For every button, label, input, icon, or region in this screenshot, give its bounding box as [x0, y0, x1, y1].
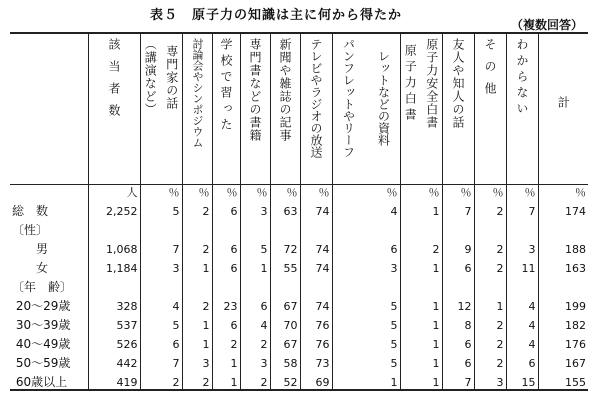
- table-cell: [332, 275, 400, 294]
- header-white-paper-text: 原子力安全白書: [424, 38, 439, 129]
- table-cell: 76: [300, 332, 332, 351]
- table-cell: 4: [506, 313, 538, 332]
- header-news-text: 新聞や雑誌の記事: [278, 38, 292, 142]
- row-label: 30～39歳: [12, 318, 71, 332]
- row-label: 男: [12, 242, 49, 256]
- table-cell: 1: [212, 370, 240, 390]
- table-cell: 4: [240, 313, 270, 332]
- table-cell: [538, 275, 588, 294]
- table-cell: 5: [332, 313, 400, 332]
- unit-row-label: [10, 185, 88, 200]
- unit-row: [10, 185, 588, 200]
- table-row: [10, 351, 588, 370]
- table-cell: [474, 218, 506, 237]
- header-respondents: [88, 33, 140, 185]
- table-cell: 199: [538, 294, 588, 313]
- table-row: [10, 332, 588, 351]
- header-other-text: その他: [483, 38, 497, 104]
- table-cell: [442, 275, 474, 294]
- table-cell: 12: [442, 294, 474, 313]
- table-cell: 5: [332, 332, 400, 351]
- row-label: 女: [12, 261, 49, 275]
- header-respondents-text: 該当者数: [107, 38, 121, 126]
- table-cell: 2: [182, 294, 212, 313]
- header-leaflet-text: レットなどの資料: [376, 50, 391, 146]
- table-cell: 15: [506, 370, 538, 390]
- table-cell: 3: [506, 237, 538, 256]
- table-cell: 6: [442, 256, 474, 275]
- table-cell: 5: [332, 351, 400, 370]
- table-cell: 2: [474, 332, 506, 351]
- table-cell: 2: [474, 351, 506, 370]
- unit-cell: ％: [538, 185, 588, 200]
- table-cell: 6: [442, 332, 474, 351]
- table-cell: 2: [140, 370, 182, 390]
- table-cell: 1: [474, 294, 506, 313]
- table-cell: 6: [506, 351, 538, 370]
- table-cell: 9: [442, 237, 474, 256]
- header-white-paper: [400, 33, 442, 185]
- table-cell: 3: [240, 351, 270, 370]
- table-cell: [506, 275, 538, 294]
- table-row: [10, 199, 588, 218]
- table-cell: [270, 275, 300, 294]
- table-cell: 182: [538, 313, 588, 332]
- table-cell: 1: [400, 313, 442, 332]
- table-cell: 1: [400, 294, 442, 313]
- table-cell: 76: [300, 313, 332, 332]
- header-dont-know: [506, 33, 538, 185]
- table-cell: 70: [270, 313, 300, 332]
- table-cell: 69: [300, 370, 332, 390]
- table-cell: 1: [400, 199, 442, 218]
- unit-cell: ％: [506, 185, 538, 200]
- unit-cell: ％: [182, 185, 212, 200]
- table-cell: 419: [88, 370, 140, 390]
- table-cell: 11: [506, 256, 538, 275]
- header-expert-talk: [140, 33, 182, 185]
- table-cell: [300, 218, 332, 237]
- table-cell: [240, 275, 270, 294]
- table-cell: 1: [400, 370, 442, 390]
- table-cell: 1: [400, 256, 442, 275]
- header-expert-talk-sub: （講演など）: [143, 38, 158, 116]
- table-cell: 6: [212, 199, 240, 218]
- header-symposium-text: 討論会やシンポジウム: [191, 38, 204, 148]
- table-row: [10, 294, 588, 313]
- table-cell: 4: [332, 199, 400, 218]
- table-cell: 1,184: [88, 256, 140, 275]
- table-cell: [332, 218, 400, 237]
- table-cell: 2: [240, 370, 270, 390]
- table-cell: 3: [182, 351, 212, 370]
- table-cell: [212, 275, 240, 294]
- table-cell: [140, 275, 182, 294]
- table-cell: 188: [538, 237, 588, 256]
- header-expert-talk-text: 専門家の話: [164, 44, 179, 110]
- table-cell: 74: [300, 237, 332, 256]
- table-cell: 7: [442, 199, 474, 218]
- header-dont-know-text: わからない: [515, 38, 529, 118]
- table-cell: 442: [88, 351, 140, 370]
- table-row: [10, 218, 588, 237]
- table-cell: 7: [442, 370, 474, 390]
- unit-cell: 人: [88, 185, 140, 200]
- table-cell: 72: [270, 237, 300, 256]
- table-row: [10, 275, 588, 294]
- table-cell: [270, 218, 300, 237]
- table-cell: [300, 275, 332, 294]
- table-body: [10, 199, 588, 390]
- table-cell: 67: [270, 294, 300, 313]
- unit-cell: ％: [474, 185, 506, 200]
- header-tv-radio-text: テレビやラジオの放送: [309, 38, 323, 158]
- table-cell: 6: [212, 256, 240, 275]
- table-cell: [474, 275, 506, 294]
- table-cell: 2: [182, 237, 212, 256]
- header-school: [212, 33, 240, 185]
- unit-cell: ％: [140, 185, 182, 200]
- table-cell: [88, 218, 140, 237]
- unit-cell: ％: [240, 185, 270, 200]
- table-cell: 1: [212, 351, 240, 370]
- table-cell: 74: [300, 199, 332, 218]
- table-cell: 67: [270, 332, 300, 351]
- unit-cell: ％: [212, 185, 240, 200]
- table-cell: 2: [474, 199, 506, 218]
- table-cell: 5: [332, 294, 400, 313]
- table-cell: 1: [400, 332, 442, 351]
- header-total-text: 計: [556, 96, 571, 109]
- row-label: 〔性〕: [12, 223, 49, 237]
- header-tv-radio: [300, 33, 332, 185]
- table-cell: 1: [182, 332, 212, 351]
- table-cell: 6: [212, 237, 240, 256]
- table-cell: [400, 275, 442, 294]
- table-cell: 1: [182, 313, 212, 332]
- row-label: 総 数: [12, 204, 49, 218]
- table-cell: 6: [240, 294, 270, 313]
- row-label: 〔年 齢〕: [12, 280, 73, 294]
- table-cell: [140, 218, 182, 237]
- table-cell: 176: [538, 332, 588, 351]
- table-title: 表５ 原子力の知識は主に何から得たか: [150, 8, 403, 23]
- table-cell: 3: [332, 256, 400, 275]
- table-cell: 2: [182, 370, 212, 390]
- row-label: 60歳以上: [10, 370, 88, 390]
- table-cell: 2: [400, 237, 442, 256]
- table-cell: 52: [270, 370, 300, 390]
- survey-table: [10, 32, 588, 391]
- table-cell: 6: [332, 237, 400, 256]
- header-friends: [442, 33, 474, 185]
- table-cell: [538, 218, 588, 237]
- table-cell: 526: [88, 332, 140, 351]
- table-cell: [182, 275, 212, 294]
- table-cell: 74: [300, 294, 332, 313]
- table-cell: 2: [182, 199, 212, 218]
- table-row: [10, 237, 588, 256]
- header-books: [240, 33, 270, 185]
- table-cell: 55: [270, 256, 300, 275]
- header-other: [474, 33, 506, 185]
- table-cell: 23: [212, 294, 240, 313]
- table-cell: 7: [140, 237, 182, 256]
- header-leaflet: [332, 33, 400, 185]
- row-label: 40～49歳: [12, 337, 71, 351]
- header-school-text: 学校で習った: [219, 38, 233, 134]
- header-news: [270, 33, 300, 185]
- header-total: [538, 33, 588, 185]
- table-cell: 155: [538, 370, 588, 390]
- table-cell: 73: [300, 351, 332, 370]
- row-label: 20～29歳: [12, 299, 71, 313]
- table-cell: [212, 218, 240, 237]
- table-cell: 63: [270, 199, 300, 218]
- table-row: [10, 370, 588, 390]
- table-cell: 74: [300, 256, 332, 275]
- unit-cell: ％: [442, 185, 474, 200]
- table-cell: 4: [140, 294, 182, 313]
- table-cell: [182, 218, 212, 237]
- table-cell: 1: [400, 351, 442, 370]
- table-row: [10, 256, 588, 275]
- table-cell: 4: [506, 294, 538, 313]
- table-cell: 2: [474, 256, 506, 275]
- header-leaflet-sub: パンフレットやリーフ: [341, 38, 356, 158]
- table-cell: 2: [474, 313, 506, 332]
- table-cell: 328: [88, 294, 140, 313]
- table-cell: 5: [140, 313, 182, 332]
- unit-cell: ％: [400, 185, 442, 200]
- table-cell: 537: [88, 313, 140, 332]
- table-cell: 7: [506, 199, 538, 218]
- table-cell: 2: [474, 237, 506, 256]
- row-label: 50～59歳: [12, 356, 71, 370]
- multiple-answer-note: （複数回答）: [510, 18, 583, 32]
- header-row: [10, 33, 588, 185]
- table-cell: 5: [240, 237, 270, 256]
- header-books-text: 専門書などの書籍: [248, 38, 262, 142]
- table-cell: 6: [442, 351, 474, 370]
- table-cell: 3: [140, 256, 182, 275]
- unit-cell: ％: [332, 185, 400, 200]
- table-cell: 7: [140, 351, 182, 370]
- table-cell: 5: [140, 199, 182, 218]
- table-cell: 2,252: [88, 199, 140, 218]
- table-cell: 2: [240, 332, 270, 351]
- table-cell: [400, 218, 442, 237]
- table-cell: 8: [442, 313, 474, 332]
- table-cell: 4: [506, 332, 538, 351]
- table-cell: [506, 218, 538, 237]
- table-cell: [88, 275, 140, 294]
- header-symposium: [182, 33, 212, 185]
- table-cell: 58: [270, 351, 300, 370]
- table-cell: 2: [212, 332, 240, 351]
- table-cell: 6: [212, 313, 240, 332]
- table-cell: 1: [182, 256, 212, 275]
- table-cell: 3: [474, 370, 506, 390]
- table-cell: 167: [538, 351, 588, 370]
- table-cell: 1,068: [88, 237, 140, 256]
- header-label-corner: [10, 33, 88, 185]
- table-cell: [442, 218, 474, 237]
- table-cell: 6: [140, 332, 182, 351]
- table-cell: 3: [240, 199, 270, 218]
- header-white-paper-sub: 原子力白書: [403, 43, 418, 124]
- unit-cell: ％: [270, 185, 300, 200]
- header-friends-text: 友人や知人の話: [451, 38, 465, 129]
- table-cell: 1: [332, 370, 400, 390]
- table-cell: 1: [240, 256, 270, 275]
- table-cell: 174: [538, 199, 588, 218]
- table-row: [10, 313, 588, 332]
- table-cell: 163: [538, 256, 588, 275]
- table-cell: [240, 218, 270, 237]
- unit-cell: ％: [300, 185, 332, 200]
